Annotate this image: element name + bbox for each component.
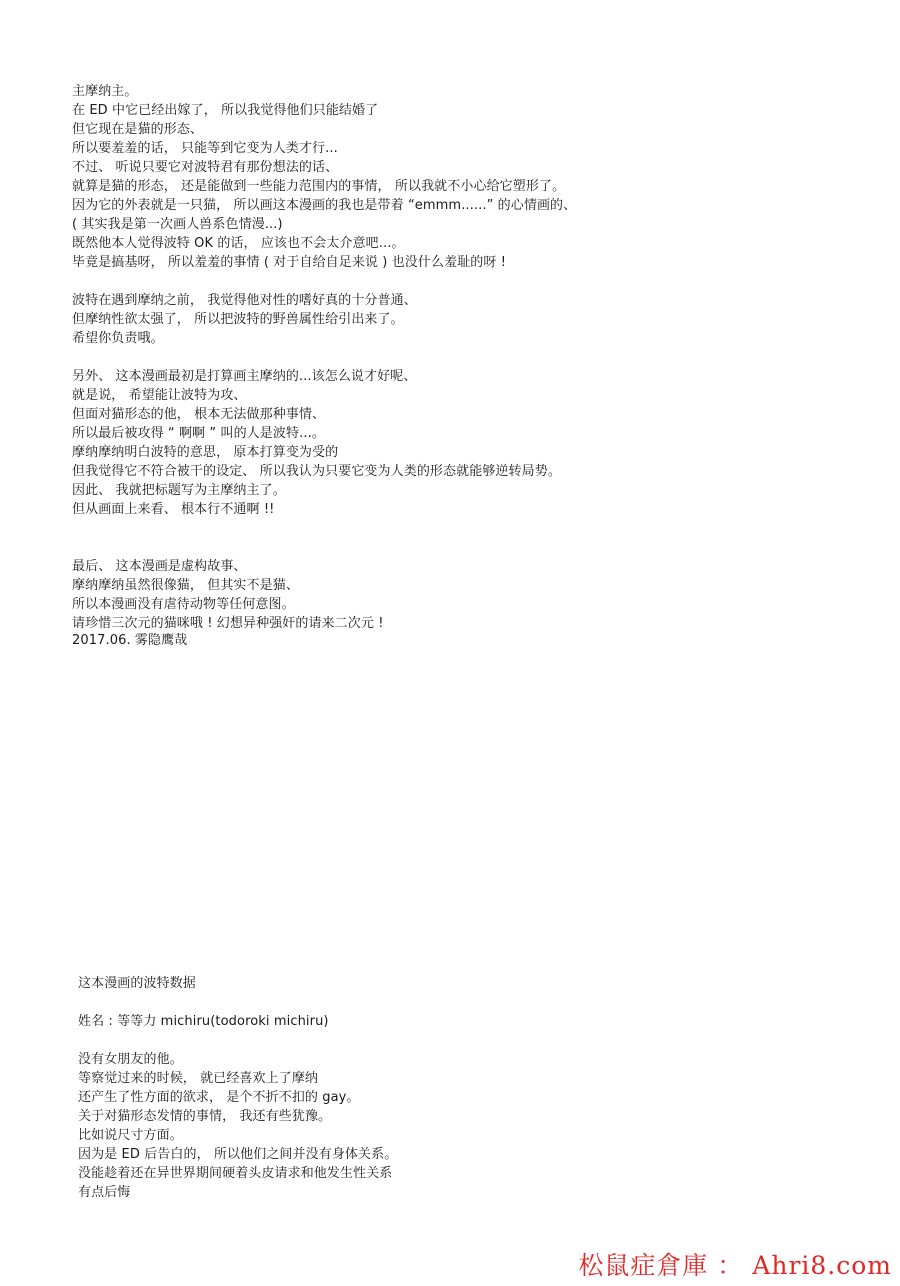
text-line: 最后、 这本漫画是虚构故事、 [72, 559, 247, 574]
text-line: 因此、 我就把标题写为主摩纳主了。 [72, 483, 286, 498]
text-line: 既然他本人觉得波特 OK 的话， 应该也不会太介意吧...。 [72, 236, 405, 251]
text-line: 没有女朋友的他。 [78, 1052, 183, 1067]
text-line: 希望你负责哦。 [72, 331, 164, 346]
text-line: 但它现在是猫的形态、 [72, 122, 204, 137]
text-line: 另外、 这本漫画最初是打算画主摩纳的...该怎么说才好呢、 [72, 369, 417, 384]
paragraph-gap [78, 993, 878, 1012]
text-line: 所以最后被攻得 “ 啊啊 ” 叫的人是波特...。 [72, 426, 325, 441]
text-line: 因为它的外表就是一只猫， 所以画这本漫画的我也是带着 “emmm......” 的心情画的、 [72, 198, 577, 213]
text-line: 但面对猫形态的他， 根本无法做那种事情、 [72, 407, 326, 422]
text-line: 摩纳摩纳明白波特的意思， 原本打算变为受的 [72, 445, 339, 460]
text-line: 比如说尺寸方面。 [78, 1128, 183, 1143]
character-name: 姓名 : 等等力 michiru(todoroki michiru) [78, 1014, 329, 1029]
text-line: 没能趁着还在异世界期间硬着头皮请求和他发生性关系 [78, 1166, 393, 1181]
text-line: 毕竟是搞基呀， 所以羞羞的事情 ( 对于自给自足来说 ) 也没什么羞耻的呀 ! [72, 255, 507, 270]
text-line: 但我觉得它不符合被干的设定、 所以我认为只要它变为人类的形态就能够逆转局势。 [72, 464, 561, 479]
paragraph-3 [72, 367, 872, 519]
text-line: 但摩纳性欲太强了， 所以把波特的野兽属性给引出来了。 [72, 312, 404, 327]
text-line: 关于对猫形态发情的事情， 我还有些犹豫。 [78, 1109, 332, 1124]
character-data-section [78, 974, 878, 1202]
site-watermark: 松鼠症倉庫 ： Ahri8.com [578, 1251, 892, 1280]
paragraph-1 [72, 82, 872, 272]
paragraph-gap [72, 519, 872, 557]
author-signature: 2017.06. 雾隐鹰哉 [72, 633, 188, 648]
text-line: ( 其实我是第一次画人兽系色情漫...) [72, 217, 283, 232]
text-line: 不过、 听说只要它对波特君有那份想法的话、 [72, 160, 339, 175]
paragraph-gap [72, 348, 872, 367]
paragraph-gap [72, 272, 872, 291]
text-line: 所以本漫画没有虐待动物等任何意图。 [72, 597, 295, 612]
text-line: 波特在遇到摩纳之前， 我觉得他对性的嗜好真的十分普通、 [72, 293, 417, 308]
paragraph-2 [72, 291, 872, 348]
text-line: 主摩纳主。 [72, 84, 138, 99]
text-line: 等察觉过来的时候， 就已经喜欢上了摩纳 [78, 1071, 319, 1086]
paragraph-4 [72, 557, 872, 633]
text-line: 有点后悔 [78, 1185, 131, 1200]
text-line: 请珍惜三次元的猫咪哦 ! 幻想异种强奸的请来二次元 ! [72, 616, 384, 631]
text-line: 就算是猫的形态， 还是能做到一些能力范围内的事情， 所以我就不小心给它塑形了。 [72, 179, 566, 194]
afterword-section [72, 82, 872, 633]
text-line: 但从画面上来看、 根本行不通啊 !! [72, 502, 275, 517]
paragraph-gap [78, 1031, 878, 1050]
text-line: 在 ED 中它已经出嫁了， 所以我觉得他们只能结婚了 [72, 103, 379, 118]
text-line: 因为是 ED 后告白的， 所以他们之间并没有身体关系。 [78, 1147, 398, 1162]
text-line: 还产生了性方面的欲求， 是个不折不扣的 gay。 [78, 1090, 360, 1105]
text-line: 就是说， 希望能让波特为攻、 [72, 388, 247, 403]
text-line: 所以要羞羞的话， 只能等到它变为人类才行... [72, 141, 338, 156]
data-title: 这本漫画的波特数据 [78, 976, 196, 991]
text-line: 摩纳摩纳虽然很像猫， 但其实不是猫、 [72, 578, 299, 593]
signature-section [72, 631, 872, 650]
